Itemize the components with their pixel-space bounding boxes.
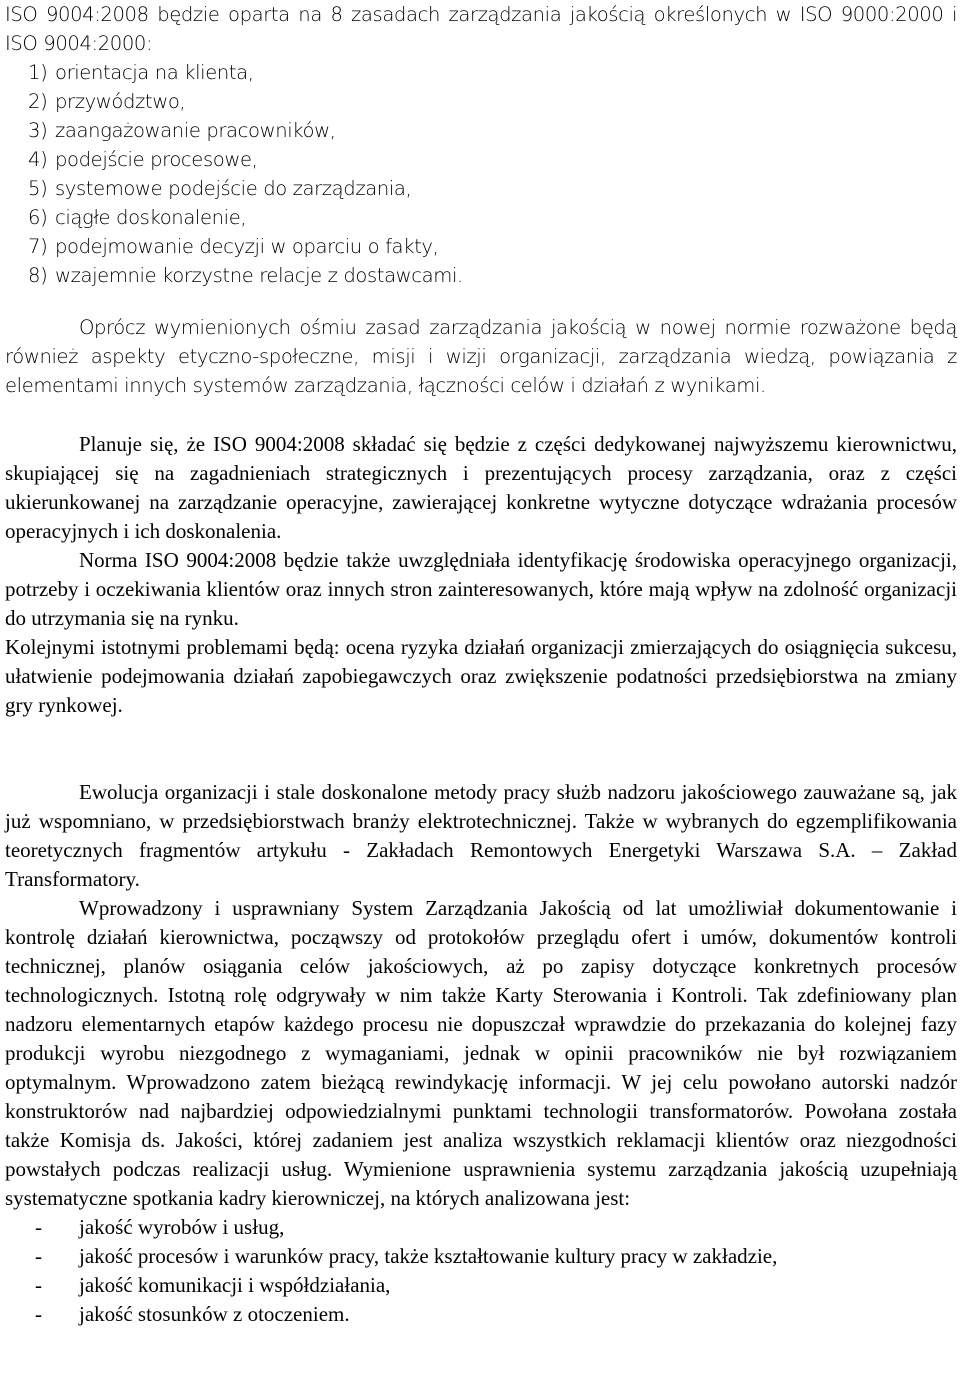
list-item-dash: - bbox=[35, 1244, 42, 1268]
list-item bbox=[28, 145, 957, 174]
list-item bbox=[35, 1242, 957, 1271]
list-item-text: jakość stosunków z otoczeniem. bbox=[79, 1302, 350, 1326]
principles-section bbox=[5, 0, 957, 290]
paragraph-iso-structure: Planuje się, że ISO 9004:2008 składać się będzie z części dedykowanej najwyższemu kierownictwu, skupiającej się na zagadnieniach strategicznych i prezentujących procesy zarządzania, oraz z części ukierunkowanej na zarządzanie operacyjne, zawierającej konkretne wytyczne dotyczące wdrażania procesów operacyjnych i ich doskonalenia. bbox=[5, 432, 957, 543]
list-item-text: przywództwo, bbox=[55, 90, 186, 113]
list-item bbox=[28, 58, 957, 87]
list-item-text: wzajemnie korzystne relacje z dostawcami. bbox=[55, 264, 463, 287]
list-item-number: 5) bbox=[28, 177, 48, 200]
list-item-text: systemowe podejście do zarządzania, bbox=[55, 177, 412, 200]
list-item-dash: - bbox=[35, 1215, 42, 1239]
list-item bbox=[28, 174, 957, 203]
principles-lead: ISO 9004:2008 będzie oparta na 8 zasadach zarządzania jakością określonych w ISO 9000:2000 i ISO 9004:2000: bbox=[5, 3, 957, 55]
paragraph-further-problems: Kolejnymi istotnymi problemami będą: ocena ryzyka działań organizacji zmierzających do osiągnięcia sukcesu, ułatwienie podejmowania działań zapobiegawczych oraz zwiększenie podatności przedsiębiorstwa na zmiany gry rynkowej. bbox=[5, 635, 957, 717]
list-item-number: 7) bbox=[28, 235, 48, 258]
list-item bbox=[28, 203, 957, 232]
analysis-list bbox=[5, 1213, 957, 1329]
case-study-section bbox=[5, 778, 957, 1329]
list-item bbox=[28, 261, 957, 290]
iso-structure-section bbox=[5, 430, 957, 720]
list-item-dash: - bbox=[35, 1302, 42, 1326]
list-item-text: jakość procesów i warunków pracy, także kształtowanie kultury pracy w zakładzie, bbox=[79, 1244, 778, 1268]
paragraph-quality-system: Wprowadzony i usprawniany System Zarządzania Jakością od lat umożliwiał dokumentowanie i kontrolę działań kierownictwa, począwszy od protokołów przeglądu ofert i umów, dokumentów kontroli technicznej, planów osiągania celów jakościowych, aż po zapisy dotyczące konkretnych procesów technologicznych. Istotną rolę odgrywały w nim także Karty Sterowania i Kontroli. Tak zdefiniowany plan nadzoru elementarnych etapów każdego procesu nie dopuszczał wprawdzie do przekazania do kolejnej fazy produkcji wyrobu niezgodnego z wymaganiami, jednak w opinii pracowników nie był rozwiązaniem optymalnym. Wprowadzono zatem bieżącą rewindykację informacji. W jej celu powołano autorski nadzór konstruktorów nad najbardziej odpowiedzialnymi punktami technologii transformatorów. Powołana została także Komisja ds. Jakości, której zadaniem jest analiza wszystkich reklamacji klientów oraz niezgodności powstałych podczas realizacji usług. Wymienione usprawnienia systemu zarządzania jakością uzupełniają systematyczne spotkania kadry kierowniczej, na których analizowana jest: bbox=[5, 896, 957, 1210]
list-item-text: ciągłe doskonalenie, bbox=[55, 206, 247, 229]
paragraph-operational-environment: Norma ISO 9004:2008 będzie także uwzględniała identyfikację środowiska operacyjnego organizacji, potrzeby i oczekiwania klientów oraz innych stron zainteresowanych, które mają wpływ na zdolność organizacji do utrzymania się na rynku. bbox=[5, 548, 957, 630]
list-item-number: 4) bbox=[28, 148, 48, 171]
list-item-text: jakość wyrobów i usług, bbox=[79, 1215, 285, 1239]
list-item bbox=[28, 116, 957, 145]
list-item-number: 3) bbox=[28, 119, 48, 142]
list-item bbox=[35, 1271, 957, 1300]
paragraph-evolution: Ewolucja organizacji i stale doskonalone metody pracy służb nadzoru jakościowego zauważane są, jak już wspomniano, w przedsiębiorstwach branży elektrotechnicznej. Także w wybranych do egzemplifikowania teoretycznych fragmentów artykułu - Zakładach Remontowych Energetyki Warszawa S.A. – Zakład Transformatory. bbox=[5, 780, 957, 891]
list-item-number: 8) bbox=[28, 264, 48, 287]
list-item bbox=[28, 87, 957, 116]
list-item-number: 2) bbox=[28, 90, 48, 113]
list-item bbox=[35, 1213, 957, 1242]
paragraph-additional-aspects: Oprócz wymienionych ośmiu zasad zarządzania jakością w nowej normie rozważone będą również aspekty etyczno-społeczne, misji i wizji organizacji, zarządzania wiedzą, powiązania z elementami innych systemów zarządzania, łączności celów i działań z wynikami. bbox=[5, 316, 957, 397]
list-item-text: orientacja na klienta, bbox=[55, 61, 254, 84]
additional-aspects-section bbox=[5, 313, 957, 400]
list-item-text: podejmowanie decyzji w oparciu o fakty, bbox=[55, 235, 439, 258]
list-item-text: podejście procesowe, bbox=[55, 148, 258, 171]
principles-list bbox=[5, 58, 957, 290]
list-item-number: 1) bbox=[28, 61, 48, 84]
list-item bbox=[28, 232, 957, 261]
list-item bbox=[35, 1300, 957, 1329]
list-item-number: 6) bbox=[28, 206, 48, 229]
list-item-dash: - bbox=[35, 1273, 42, 1297]
list-item-text: zaangażowanie pracowników, bbox=[55, 119, 336, 142]
list-item-text: jakość komunikacji i współdziałania, bbox=[79, 1273, 391, 1297]
